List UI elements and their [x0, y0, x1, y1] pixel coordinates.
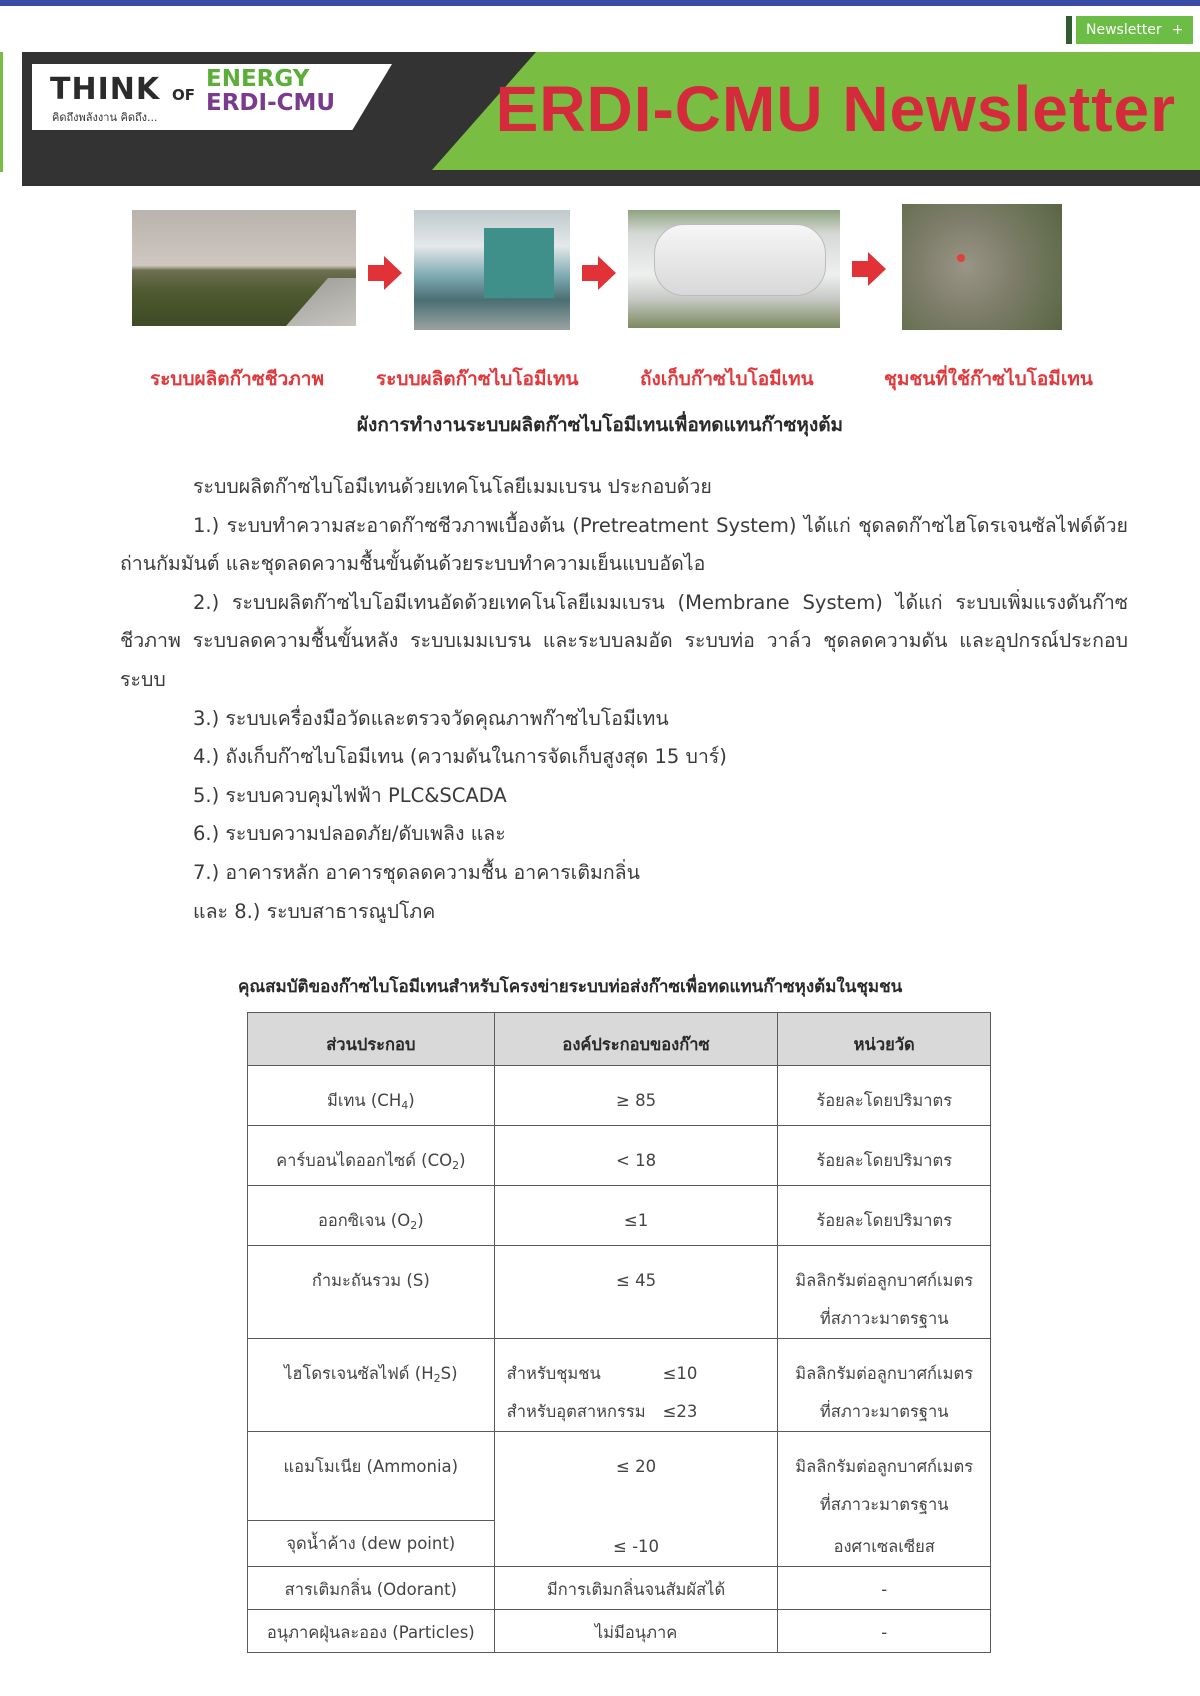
cell-unit: - [778, 1567, 991, 1610]
cell-unit [778, 1339, 991, 1432]
subscript: 2 [433, 1372, 441, 1385]
cell-component [248, 1186, 495, 1246]
component-name: มีเทน (CH [326, 1091, 402, 1110]
unit-line: มิลลิกรัมต่อลูกบาศก์เมตร [795, 1364, 974, 1383]
list-item: 1.) ระบบทำความสะอาดก๊าซชีวภาพเบื้องต้น (Pretreatment System) ได้แก่ ชุดลดก๊าซไฮโดรเจนซัลไฟด์ด้วยถ่านกัมมันต์ และชุดลดความชื้นขั้นต้นด้วยระบบทำความเย็นแบบอัดไอ [120, 513, 1128, 576]
left-accent [0, 52, 3, 172]
table-row [248, 1339, 991, 1432]
h2s-value: ≤23 [662, 1402, 698, 1421]
plus-icon: + [1171, 22, 1184, 38]
community-map-photo [902, 204, 1062, 330]
component-close: ) [459, 1151, 466, 1170]
logo-tagline: คิดถึงพลังงาน คิดถึง... [52, 111, 158, 124]
table-row [248, 1186, 991, 1246]
logo-think: THINK [50, 72, 161, 107]
cell-component: กำมะถันรวม (S) [248, 1246, 495, 1339]
component-close: ) [408, 1091, 415, 1110]
cell-component: อนุภาคฝุ่นละออง (Particles) [248, 1610, 495, 1653]
table-header-row [248, 1013, 991, 1066]
logo-energy: ENERGY [206, 66, 310, 92]
component-close: ) [417, 1211, 424, 1230]
cell-value: ≥ 85 [494, 1066, 778, 1126]
unit-line: มิลลิกรัมต่อลูกบาศก์เมตร [795, 1457, 974, 1476]
nh3-value: ≤ 20 [616, 1457, 657, 1476]
arrow-right-icon [582, 256, 616, 290]
gas-properties-table [247, 1012, 991, 1653]
dew-value: ≤ -10 [613, 1537, 660, 1556]
list-item: 7.) อาคารหลัก อาคารชุดลดความชื้น อาคารเติมกลิ่น [193, 860, 640, 884]
header-composition: องค์ประกอบของก๊าซ [494, 1013, 778, 1066]
caption-community: ชุมชนที่ใช้ก๊าซไบโอมีเทน [884, 368, 1093, 390]
table-row [248, 1126, 991, 1186]
logo-of: OF [172, 86, 195, 104]
h2s-label: สำหรับอุตสาหกรรม [506, 1402, 646, 1421]
caption-storage-tank: ถังเก็บก๊าซไบโอมีเทน [640, 368, 814, 390]
unit-line: มิลลิกรัมต่อลูกบาศก์เมตร [795, 1271, 974, 1290]
header-banner [22, 52, 1200, 186]
cell-component: สารเติมกลิ่น (Odorant) [248, 1567, 495, 1610]
biomethane-system-photo [414, 210, 570, 330]
cell-value [494, 1432, 778, 1567]
biogas-plant-photo [132, 210, 356, 326]
header-component: ส่วนประกอบ [248, 1013, 495, 1066]
cell-value: ไม่มีอนุภาค [494, 1610, 778, 1653]
cell-unit: ร้อยละโดยปริมาตร [778, 1186, 991, 1246]
component-name: ไฮโดรเจนซัลไฟด์ (H [284, 1364, 434, 1383]
cell-component [248, 1126, 495, 1186]
cell-unit: - [778, 1610, 991, 1653]
list-item: 6.) ระบบความปลอดภัย/ดับเพลิง และ [193, 822, 506, 846]
cell-value: ≤1 [494, 1186, 778, 1246]
table-row [248, 1432, 991, 1521]
list-item: 5.) ระบบควบคุมไฟฟ้า PLC&SCADA [193, 783, 507, 807]
newsletter-tag[interactable] [1066, 16, 1193, 44]
table-title: คุณสมบัติของก๊าซไบโอมีเทนสำหรับโครงข่ายระบบท่อส่งก๊าซเพื่อทดแทนก๊าซหุงต้มในชุมชน [238, 977, 903, 997]
diagram-title: ผังการทำงานระบบผลิตก๊าซไบโอมีเทนเพื่อทดแทนก๊าซหุงต้ม [356, 414, 844, 436]
subscript: 2 [452, 1159, 460, 1172]
caption-biomethane-production: ระบบผลิตก๊าซไบโอมีเทน [376, 368, 579, 390]
newsletter-label: Newsletter [1086, 22, 1162, 38]
cell-unit [778, 1432, 991, 1567]
component-name: คาร์บอนไดออกไซด์ (CO [276, 1151, 453, 1170]
unit-line: ที่สภาวะมาตรฐาน [819, 1495, 949, 1514]
cell-value: < 18 [494, 1126, 778, 1186]
arrow-right-icon [852, 252, 886, 286]
intro-paragraph: ระบบผลิตก๊าซไบโอมีเทนด้วยเทคโนโลยีเมมเบรน ประกอบด้วย [193, 475, 712, 498]
unit-line: ที่สภาวะมาตรฐาน [819, 1309, 949, 1328]
cell-component: จุดน้ำค้าง (dew point) [248, 1521, 495, 1567]
subscript: 2 [410, 1219, 418, 1232]
table-row [248, 1610, 991, 1653]
tag-bar [1066, 16, 1072, 44]
h2s-label: สำหรับชุมชน [506, 1364, 601, 1383]
list-item: และ 8.) ระบบสาธารณูปโภค [193, 899, 436, 923]
storage-tank-photo [628, 210, 840, 328]
table-row [248, 1246, 991, 1339]
arrow-right-icon [368, 256, 402, 290]
table-row [248, 1567, 991, 1610]
unit-line: ที่สภาวะมาตรฐาน [819, 1402, 949, 1421]
cell-unit [778, 1246, 991, 1339]
cell-unit: ร้อยละโดยปริมาตร [778, 1066, 991, 1126]
newsletter-title: ERDI-CMU Newsletter [495, 73, 1176, 145]
unit-line: องศาเซลเซียส [833, 1537, 935, 1556]
body-text [120, 468, 1128, 931]
cell-component [248, 1339, 495, 1432]
cell-unit: ร้อยละโดยปริมาตร [778, 1126, 991, 1186]
h2s-value: ≤10 [662, 1364, 698, 1383]
list-item: 3.) ระบบเครื่องมือวัดและตรวจวัดคุณภาพก๊าซไบโอมีเทน [193, 706, 669, 730]
header-unit: หน่วยวัด [778, 1013, 991, 1066]
component-close: S) [440, 1364, 458, 1383]
cell-value [494, 1339, 778, 1432]
list-item: 2.) ระบบผลิตก๊าซไบโอมีเทนอัดด้วยเทคโนโลยีเมมเบรน (Membrane System) ได้แก่ ระบบเพิ่มแรงดันก๊าซชีวภาพ ระบบลดความชื้นขั้นหลัง ระบบเมมเบรน และระบบลมอัด ระบบท่อ วาล์ว ชุดลดความดัน และอุปกรณ์ประกอบระบบ [120, 590, 1128, 691]
cell-value: มีการเติมกลิ่นจนสัมผัสได้ [494, 1567, 778, 1610]
cell-value: ≤ 45 [494, 1246, 778, 1339]
newsletter-pill[interactable] [1076, 16, 1193, 44]
caption-biogas: ระบบผลิตก๊าซชีวภาพ [150, 368, 324, 390]
list-item: 4.) ถังเก็บก๊าซไบโอมีเทน (ความดันในการจัดเก็บสูงสุด 15 บาร์) [193, 745, 727, 769]
top-rule [0, 0, 1200, 6]
cell-component [248, 1066, 495, 1126]
cell-component: แอมโมเนีย (Ammonia) [248, 1432, 495, 1521]
h2s-industry-line [507, 1393, 778, 1431]
component-name: ออกซิเจน (O [317, 1211, 411, 1230]
table-row [248, 1066, 991, 1126]
subscript: 4 [401, 1099, 409, 1112]
logo-erdi: ERDI-CMU [206, 90, 336, 116]
h2s-community-line [507, 1355, 778, 1393]
